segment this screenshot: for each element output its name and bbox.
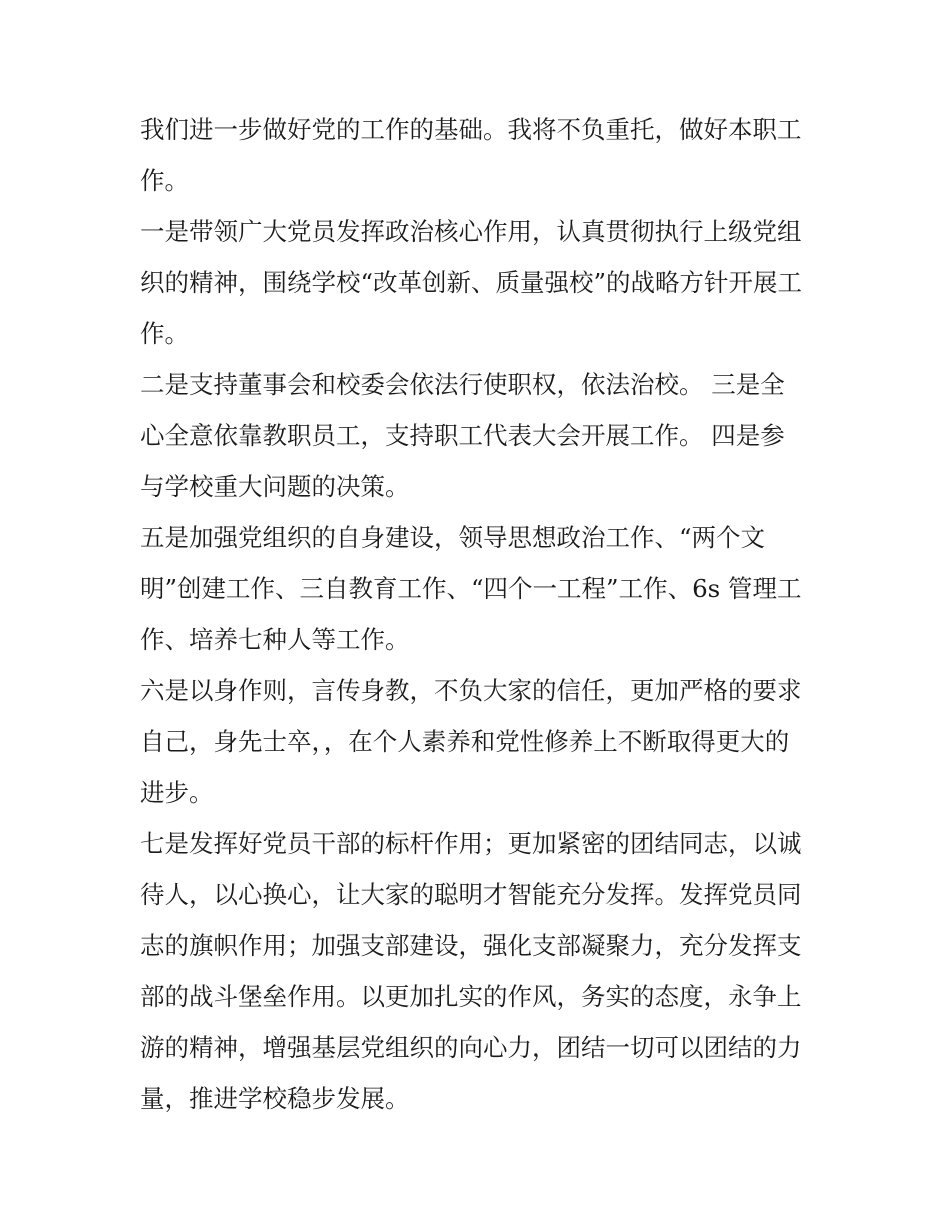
text-line: 作。 (140, 319, 189, 348)
text-line: 待人，以心换心，让大家的聪明才智能充分发挥。发挥党员同 (140, 880, 802, 909)
text-line: 游的精神，增强基层党组织的向心力，团结一切可以团结的力 (140, 1033, 802, 1062)
text-line: 进步。 (140, 778, 214, 807)
text-line: 量，推进学校稳步发展。 (140, 1084, 410, 1113)
text-line: 六是以身作则，言传身教，不负大家的信任，更加严格的要求 (140, 676, 802, 705)
text-line: 作、培养七种人等工作。 (140, 625, 410, 654)
text-line: 七是发挥好党员干部的标杆作用；更加紧密的团结同志，以诚 (140, 829, 802, 858)
text-line: 一是带领广大党员发挥政治核心作用，认真贯彻执行上级党组 (140, 217, 802, 246)
text-line: 二是支持董事会和校委会依法行使职权，依法治校。 三是全 (140, 370, 785, 399)
text-line: 作。 (140, 166, 189, 195)
text-line: 志的旗帜作用；加强支部建设，强化支部凝聚力，充分发挥支 (140, 931, 802, 960)
text-line: 与学校重大问题的决策。 (140, 472, 410, 501)
text-line: 织的精神，围绕学校“改革创新、质量强校”的战略方针开展工 (140, 268, 803, 297)
text-line: 自己，身先士卒，，在个人素养和党性修养上不断取得更大的 (140, 727, 790, 756)
text-line: 我们进一步做好党的工作的基础。我将不负重托，做好本职工 (140, 115, 802, 144)
text-line: 明”创建工作、三自教育工作、“四个一工程”工作、6s 管理工 (140, 574, 802, 603)
document-body (140, 104, 820, 1124)
text-line: 心全意依靠教职员工，支持职工代表大会开展工作。 四是参 (140, 421, 785, 450)
text-line: 部的战斗堡垒作用。以更加扎实的作风，务实的态度，永争上 (140, 982, 802, 1011)
text-line: 五是加强党组织的自身建设，领导思想政治工作、“两个文 (140, 523, 766, 552)
